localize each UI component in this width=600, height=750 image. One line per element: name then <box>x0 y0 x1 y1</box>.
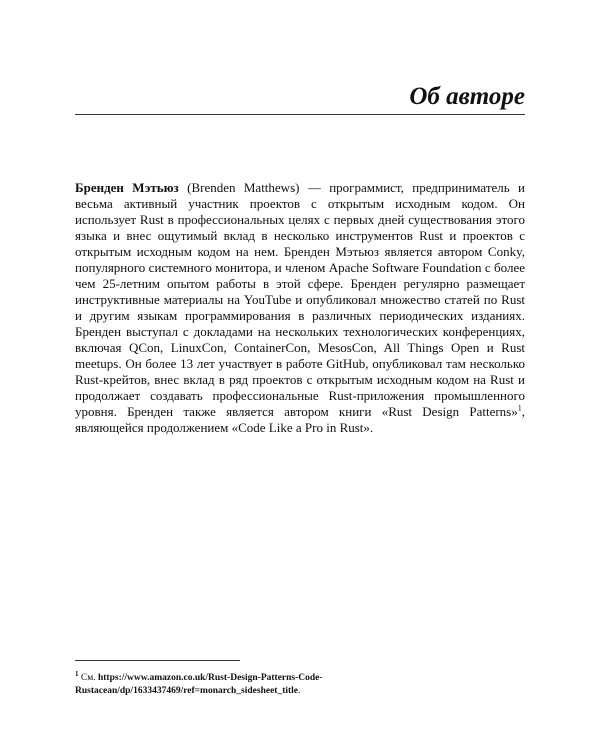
author-bio <box>75 180 525 436</box>
bio-text-part-1: (Brenden Matthews) — программист, предприниматель и весьма активный участник проектов с открытым исходным кодом. Он использует Rust в профессиональных целях с первых дней существования этого языка и внес ощутимый вклад в несколько инструментов Rust и проектов с открытым исходным кодом на нем. Бренден Мэтьюз является автором Conky, популярного системного монитора, и членом Apache Software Foundation с более чем 25-летним опытом работы в этой сфере. Бренден регулярно размещает инструктивные материалы на YouTube и опубликовал множество статей по Rust и другим языкам программирования в различных периодических изданиях. Бренден выступал с докладами на нескольких технологических конференциях, включая QCon, LinuxCon, ContainerCon, MesosCon, All Things Open и Rust meetups. Он более 13 лет участвует в работе GitHub, опубликовал там несколько Rust-крейтов, внес вклад в ряд проектов с открытым исходным кодом на Rust и продолжает создавать профессиональные Rust-приложения промышленного уровня. Бренден также является автором книги «Rust Design Patterns» <box>75 180 526 419</box>
footnote-prefix: См. <box>78 673 98 683</box>
page-title: Об авторе <box>409 83 525 110</box>
footnote <box>75 669 525 698</box>
footnote-separator <box>75 660 240 661</box>
bio-text-part-2: , являющейся продолжением «Code Like a Pro in Rust». <box>75 404 525 435</box>
footnote-link[interactable]: https://www.amazon.co.uk/Rust-Design-Patterns-Code-Rustacean/dp/1633437469/ref=monarch_sidesheet_title <box>75 673 323 696</box>
author-name: Бренден Мэтьюз <box>75 180 179 195</box>
footnote-number: 1 <box>75 669 79 678</box>
footnote-reference[interactable]: 1 <box>517 403 522 413</box>
heading-rule <box>75 114 525 115</box>
footnote-suffix: . <box>298 686 301 696</box>
